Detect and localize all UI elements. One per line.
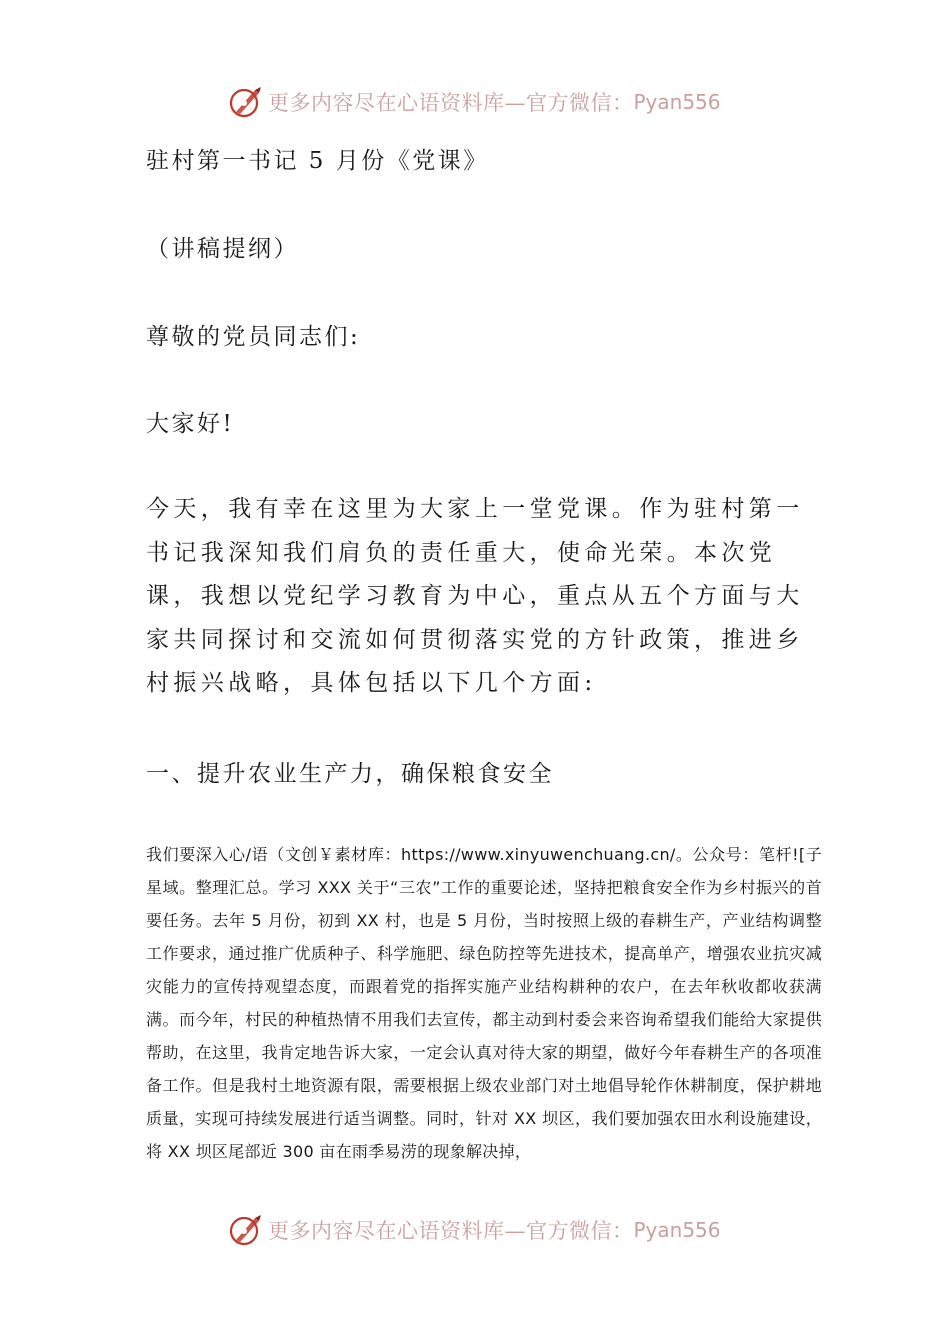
banner-wechat-id: Pyan556 — [633, 1218, 721, 1242]
salutation: 尊敬的党员同志们: — [146, 324, 361, 350]
document-subtitle: （讲稿提纲） — [146, 236, 299, 262]
document-title: 驻村第一书记 5 月份《党课》 — [146, 148, 489, 174]
quill-pen-circle-icon — [228, 1212, 264, 1248]
banner-slogan: 更多内容尽在心语资料库—官方微信： — [268, 1219, 634, 1243]
section-1-body: 我们要深入心/语（文创￥素材库：https://www.xinyuwenchuang.cn/。公众号：笔杆![子星域。整理汇总。学习 XXX 关于“三农”工作的重要论述，坚持把粮食安全作为乡村振兴的首要任务。去年 5 月份，初到 XX 村，也是 5 月份，当时按照上级的春耕生产，产业结构调整工作要求，通过推广优质种子、科学施肥、绿色防控等先进技术，提高单产，增强农业抗灾减灾能力的宣传持观望态度，而跟着党的指挥实施产业结构耕种的农户，在去年秋收都收获满满。而今年，村民的种植热情不用我们去宣传，都主动到村委会来咨询希望我们能给大家提供帮助，在这里，我肯定地告诉大家，一定会认真对待大家的期望，做好今年春耕生产的各项准备工作。但是我村土地资源有限，需要根据上级农业部门对土地倡导轮作休耕制度，保护耕地质量，实现可持续发展进行适当调整。同时，针对 XX 坝区，我们要加强农田水利设施建设，将 XX 坝区尾部近 300 亩在雨季易涝的现象解决掉， — [146, 845, 822, 1161]
section-1-heading: 一、提升农业生产力，确保粮食安全 — [146, 761, 554, 787]
footer-banner — [228, 1210, 748, 1250]
quill-pen-circle-icon — [228, 84, 264, 120]
banner-slogan: 更多内容尽在心语资料库—官方微信： — [268, 91, 634, 115]
banner-wechat-id: Pyan556 — [633, 90, 721, 114]
greeting: 大家好! — [146, 411, 235, 437]
intro-paragraph: 今天，我有幸在这里为大家上一堂党课。作为驻村第一书记我深知我们肩负的责任重大，使命光荣。本次党课，我想以党纪学习教育为中心，重点从五个方面与大家共同探讨和交流如何贯彻落实党的方针政策，推进乡村振兴战略，具体包括以下几个方面: — [146, 496, 804, 697]
header-banner — [228, 82, 748, 122]
